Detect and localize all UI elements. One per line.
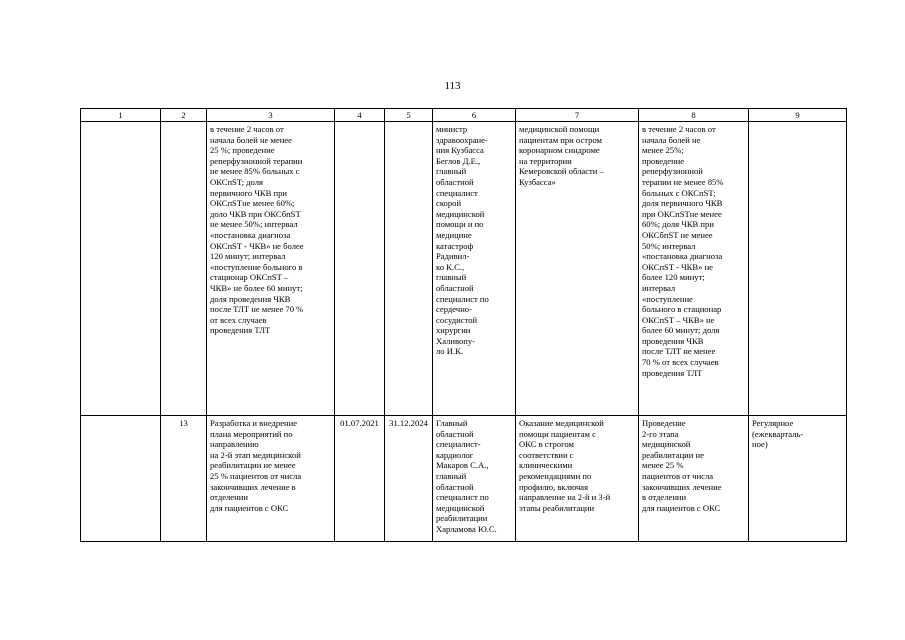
table-cell-indicator: в течение 2 часов от начала болей не менее 25%; проведение реперфузионной терапии не менее 85% больных с ОКСпST; доля первичного ЧКВ при ОКСпSTне менее 60%; доля ЧКВ при ОКСбпST не менее 50%; интервал «постановка диагноза ОКСпST - ЧКВ» не более 120 минут; интервал «поступление больного в стационар ОКСпST – ЧКВ» не более 60 минут; доля проведения ЧКВ после ТЛТ не менее 70 % от всех случаев проведения ТЛТ <box>639 122 749 416</box>
table-cell-responsible: министр здравоохране- ния Кузбасса Беглов Д.Е., главный областной специалист скорой медицинской помощи и по медицине катастроф Радивил- ко К.С., главный областной специалист по сердечно- сосудистой хирургии Халивопу- ло И.К. <box>433 122 516 416</box>
table-cell-result: медицинской помощи пациентам при остром коронарном синдроме на территории Кемеровской области – Кузбасса» <box>516 122 639 416</box>
table-cell-indicator: Проведение 2-го этапа медицинской реабилитации не менее 25 % пациентов от числа закончивших лечение в отделении для пациентов с ОКС <box>639 416 749 542</box>
table-row <box>81 122 847 416</box>
column-header-5: 5 <box>385 109 433 122</box>
column-header-2: 2 <box>161 109 207 122</box>
column-header-1: 1 <box>81 109 161 122</box>
header-row <box>81 109 847 122</box>
column-header-9: 9 <box>749 109 847 122</box>
column-header-4: 4 <box>335 109 385 122</box>
column-header-7: 7 <box>516 109 639 122</box>
table-cell-section <box>81 122 161 416</box>
table-cell-end-date: 31.12.2024 <box>385 416 433 542</box>
table-cell-start-date: 01.07.2021 <box>335 416 385 542</box>
column-header-8: 8 <box>639 109 749 122</box>
table-cell-frequency: Регулярное (ежекварталь- ное) <box>749 416 847 542</box>
table-cell-frequency <box>749 122 847 416</box>
column-header-3: 3 <box>207 109 335 122</box>
table-cell-result: Оказание медицинской помощи пациентам с ОКС в строгом соответствии с клиническими рекомендациями по профилю, включая направление на 2-й и 3-й этапы реабилитации <box>516 416 639 542</box>
table-cell-start-date <box>335 122 385 416</box>
table-cell-section <box>81 416 161 542</box>
page-number: 113 <box>444 80 461 92</box>
table-cell-measure: Разработка и внедрение плана мероприятий по направлению на 2-й этап медицинской реабилитации не менее 25 % пациентов от числа закончивших лечение в отделении для пациентов с ОКС <box>207 416 335 542</box>
table-cell-end-date <box>385 122 433 416</box>
table-cell-number: 13 <box>161 416 207 542</box>
table-cell-measure: в течение 2 часов от начала болей не менее 25 %; проведение реперфузионной терапии не менее 85% больных с ОКСпST; доля первичного ЧКВ при ОКСпSTне менее 60%; доло ЧКВ при ОКСбпST не менее 50%; интервал «постановка диагноза ОКСпST - ЧКВ» не более 120 минут; интервал «поступление больного в стационар ОКСпST – ЧКВ» не более 60 минут; доля проведения ЧКВ после ТЛТ не менее 70 % от всех случаев проведения ТЛТ <box>207 122 335 416</box>
measures-table <box>80 108 847 542</box>
table-cell-number <box>161 122 207 416</box>
table-row <box>81 416 847 542</box>
column-header-6: 6 <box>433 109 516 122</box>
table-cell-responsible: Главный областной специалист- кардиолог Макаров С.А., главный областной специалист по медицинской реабилитации Харламова Ю.С. <box>433 416 516 542</box>
